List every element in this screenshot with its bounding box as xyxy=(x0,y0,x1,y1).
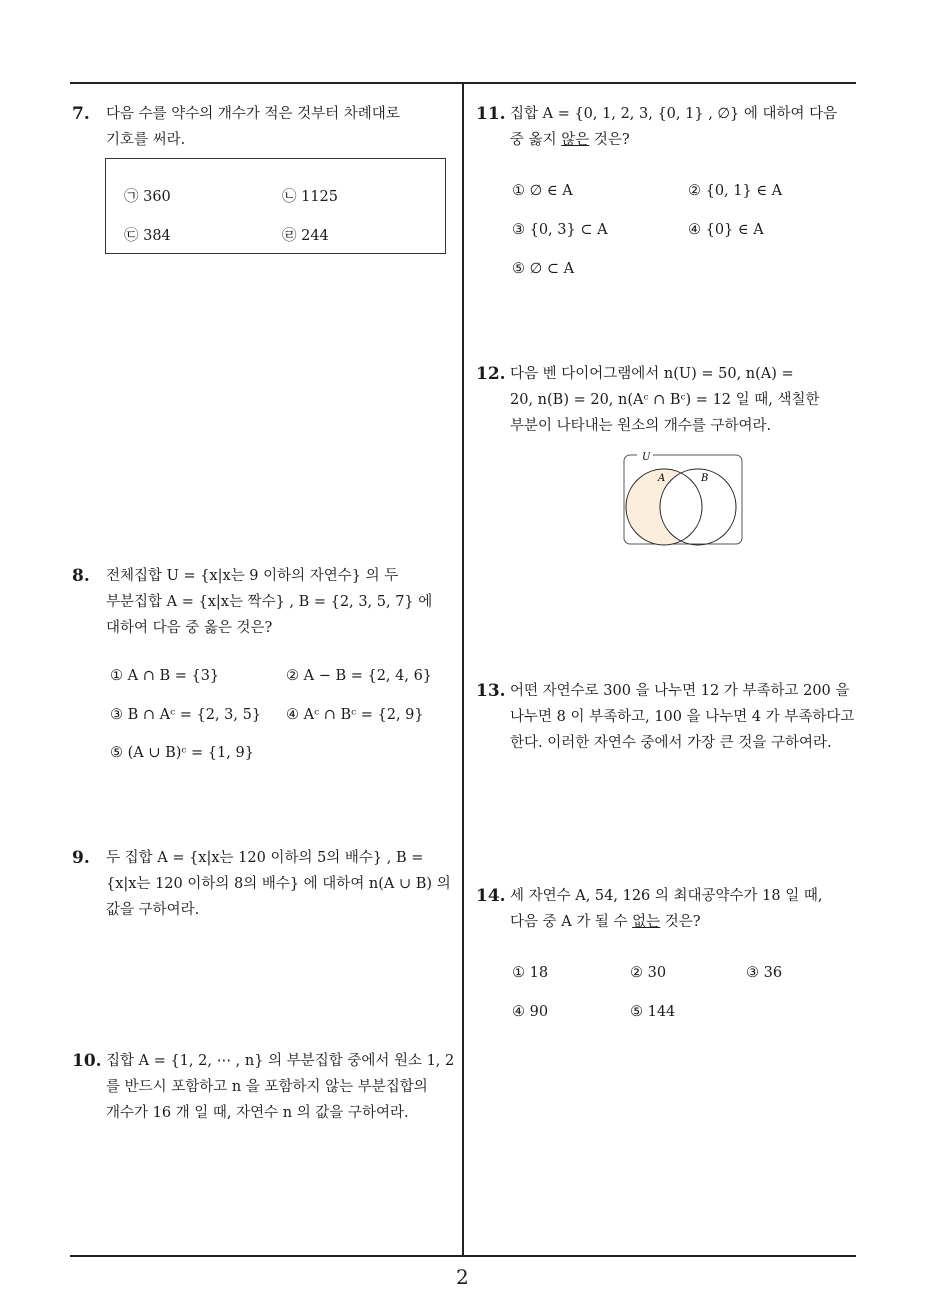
question-10 xyxy=(72,1048,457,1130)
question-text-line: 값을 구하여라. xyxy=(106,902,200,918)
venn-universe-label: U xyxy=(642,452,651,463)
q14-option[interactable]: ① 18 xyxy=(512,965,549,981)
question-number: 14. xyxy=(476,886,506,906)
q14-option[interactable]: ③ 36 xyxy=(746,965,783,981)
q14-option[interactable]: ⑤ 144 xyxy=(630,1004,676,1020)
q11-option[interactable]: ④ {0} ∈ A xyxy=(688,222,764,238)
column-divider xyxy=(462,82,464,1257)
question-9 xyxy=(72,845,452,927)
question-text-line: 세 자연수 A, 54, 126 의 최대공약수가 18 일 때, xyxy=(510,888,823,904)
bottom-rule xyxy=(70,1255,856,1257)
q11-option[interactable]: ⑤ ∅ ⊂ A xyxy=(512,261,575,277)
question-number: 8. xyxy=(72,566,90,586)
question-text-line: 다음 수를 약수의 개수가 적은 것부터 차례대로 xyxy=(106,106,400,122)
q8-option[interactable]: ④ Aᶜ ∩ Bᶜ = {2, 9} xyxy=(286,707,424,723)
question-text-line: 전체집합 U = {x|x는 9 이하의 자연수} 의 두 xyxy=(106,568,399,584)
q8-option[interactable]: ③ B ∩ Aᶜ = {2, 3, 5} xyxy=(110,707,262,723)
question-number: 12. xyxy=(476,364,506,384)
q7-item: ㉡ 1125 xyxy=(282,189,339,205)
q8-option[interactable]: ② A − B = {2, 4, 6} xyxy=(286,668,433,684)
question-text-line: 중 옳지 않은 것은? xyxy=(510,132,630,148)
question-text-line: 한다. 이러한 자연수 중에서 가장 큰 것을 구하여라. xyxy=(510,735,832,751)
question-number: 9. xyxy=(72,848,90,868)
question-text-line: 다음 벤 다이어그램에서 n(U) = 50, n(A) = xyxy=(510,366,794,382)
question-text-line: 어떤 자연수로 300 을 나누면 12 가 부족하고 200 을 xyxy=(510,683,850,699)
question-11 xyxy=(476,101,856,157)
emphasis-underline: 없는 xyxy=(632,914,661,930)
q11-option[interactable]: ③ {0, 3} ⊂ A xyxy=(512,222,608,238)
q14-option[interactable]: ④ 90 xyxy=(512,1004,549,1020)
venn-set-b-label: B xyxy=(701,473,709,484)
question-number: 11. xyxy=(476,104,506,124)
question-text-line: 집합 A = {1, 2, ⋯ , n} 의 부분집합 중에서 원소 1, 2 xyxy=(106,1053,455,1069)
question-number: 10. xyxy=(72,1051,102,1071)
question-text-line: 두 집합 A = {x|x는 120 이하의 5의 배수} , B = xyxy=(106,850,424,866)
question-13 xyxy=(476,678,861,760)
question-number: 13. xyxy=(476,681,506,701)
question-text-line: 부분집합 A = {x|x는 짝수} , B = {2, 3, 5, 7} 에 xyxy=(106,594,433,610)
question-8 xyxy=(72,563,452,645)
q11-option[interactable]: ② {0, 1} ∈ A xyxy=(688,183,783,199)
question-text-line: 기호를 써라. xyxy=(106,132,186,148)
venn-set-a-label: A xyxy=(658,473,666,484)
question-text-line: 집합 A = {0, 1, 2, 3, {0, 1} , ∅} 에 대하여 다음 xyxy=(510,106,838,122)
venn-diagram xyxy=(620,450,746,548)
question-text-line: 를 반드시 포함하고 n 을 포함하지 않는 부분집합의 xyxy=(106,1079,428,1095)
q8-option[interactable]: ⑤ (A ∪ B)ᶜ = {1, 9} xyxy=(110,745,254,761)
q7-item: ㉣ 244 xyxy=(282,228,329,244)
question-text-line: 개수가 16 개 일 때, 자연수 n 의 값을 구하여라. xyxy=(106,1105,409,1121)
emphasis-underline: 않은 xyxy=(561,132,590,148)
q14-option[interactable]: ② 30 xyxy=(630,965,667,981)
question-12 xyxy=(476,361,856,443)
question-text-line: 나누면 8 이 부족하고, 100 을 나누면 4 가 부족하다고 xyxy=(510,709,855,725)
q7-choices-box xyxy=(105,158,446,254)
question-text-line: {x|x는 120 이하의 8의 배수} 에 대하여 n(A ∪ B) 의 xyxy=(106,876,451,892)
q8-option[interactable]: ① A ∩ B = {3} xyxy=(110,668,220,684)
q7-item: ㉠ 360 xyxy=(124,189,171,205)
question-text-line: 20, n(B) = 20, n(Aᶜ ∩ Bᶜ) = 12 일 때, 색칠한 xyxy=(510,392,820,408)
question-number: 7. xyxy=(72,104,90,124)
question-7 xyxy=(72,101,452,161)
question-14 xyxy=(476,883,856,939)
question-text-line: 대하여 다음 중 옳은 것은? xyxy=(106,620,273,636)
q7-item: ㉢ 384 xyxy=(124,228,171,244)
page-number: 2 xyxy=(456,1265,469,1289)
question-text-line: 다음 중 A 가 될 수 없는 것은? xyxy=(510,914,701,930)
q11-option[interactable]: ① ∅ ∈ A xyxy=(512,183,573,199)
question-text-line: 부분이 나타내는 원소의 개수를 구하여라. xyxy=(510,418,772,434)
